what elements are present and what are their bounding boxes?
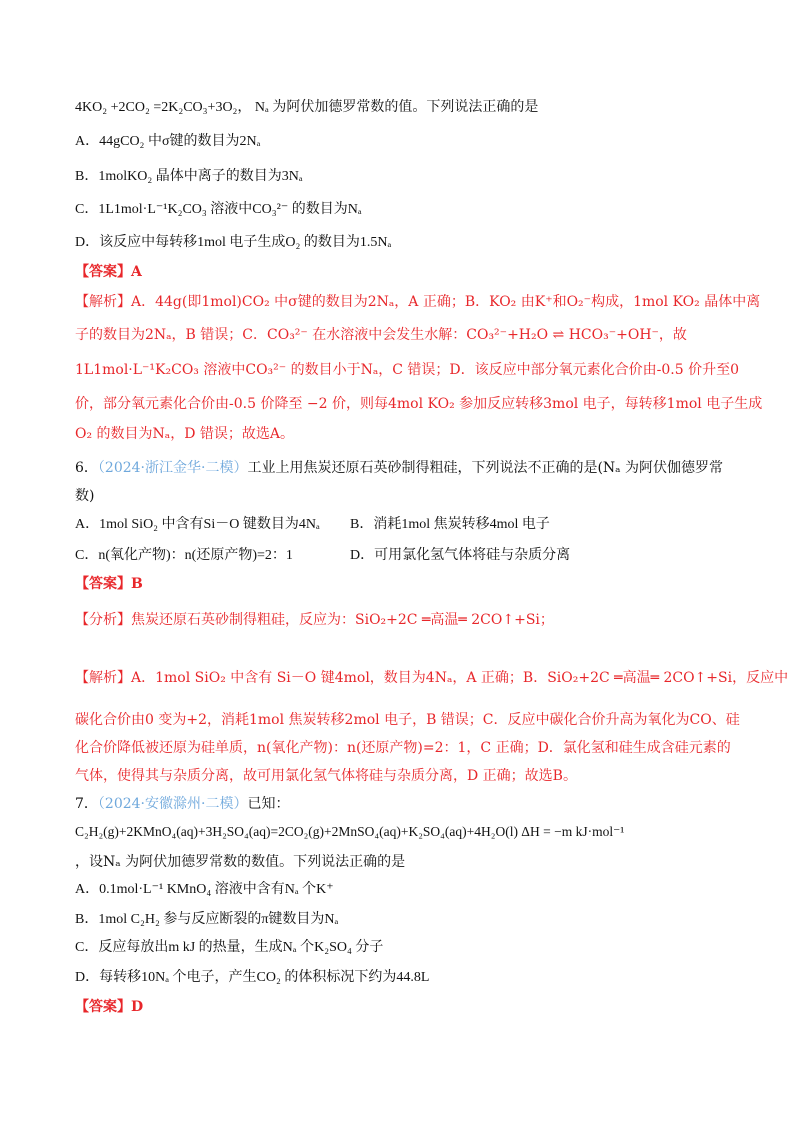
q5-analysis-line-4: 价，部分氧元素化合价由-0.5 价降至 −2 价，则每4mol KO₂ 参加反应转移3mol 电子，每转移1mol 电子生成: [75, 396, 763, 412]
q6-stem-line-1: [75, 458, 723, 478]
q7-stem-text: 已知：: [247, 796, 290, 812]
q6-options-row-1: [75, 515, 550, 535]
q7-option-c: C．反应每放出m kJ 的热量，生成Nₐ 个K₂SO₄ 分子: [75, 940, 384, 955]
q6-answer: 【答案】B: [75, 576, 143, 592]
q6-option-a: A．1mol SiO₂ 中含有Si－O 键数目为4Nₐ: [75, 517, 320, 532]
q5-option-c: C．1L1mol·L⁻¹K₂CO₃ 溶液中CO₃²⁻ 的数目为Nₐ: [75, 202, 362, 217]
q5-answer: 【答案】A: [75, 264, 142, 280]
q6-number: 6．: [75, 460, 98, 476]
q7-number: 7．: [75, 796, 98, 812]
q6-analysis-line-3: 化合价降低被还原为硅单质，n(氧化产物)：n(还原产物)=2：1，C 正确；D．氯化氢和硅生成含硅元素的: [75, 740, 731, 756]
q6-option-d: D．可用氯化氢气体将硅与杂质分离: [350, 548, 571, 563]
q7-stem-line-2: ，设Nₐ 为阿伏加德罗常数的数值。下列说法正确的是: [75, 854, 406, 870]
q5-analysis-line-5: O₂ 的数目为Nₐ，D 错误；故选A。: [75, 426, 294, 442]
q6-option-c: C．n(氧化产物)：n(还原产物)=2：1: [75, 548, 293, 563]
q6-analysis-line-1: 【解析】A．1mol SiO₂ 中含有 Si－O 键4mol，数目为4Nₐ，A 正确；B．SiO₂+2C ═高温═ 2CO↑+Si，反应中: [75, 670, 789, 686]
q7-option-a: A．0.1mol·L⁻¹ KMnO₄ 溶液中含有Nₐ 个K⁺: [75, 882, 334, 897]
q5-option-d: D．该反应中每转移1mol 电子生成O₂ 的数目为1.5Nₐ: [75, 235, 392, 250]
q5-analysis-line-1: 【解析】A．44g(即1mol)CO₂ 中σ键的数目为2Nₐ，A 正确；B．KO₂ 由K⁺和O₂⁻构成，1mol KO₂ 晶体中离: [75, 294, 761, 310]
q6-analysis-line-2: 碳化合价由0 变为+2，消耗1mol 焦炭转移2mol 电子，B 错误；C．反应中碳化合价升高为氧化为CO、硅: [75, 712, 740, 728]
q6-analysis-line-4: 气体，使得其与杂质分离，故可用氯化氢气体将硅与杂质分离，D 正确；故选B。: [75, 768, 577, 784]
q7-equation: C₂H₂(g)+2KMnO₄(aq)+3H₂SO₄(aq)=2CO₂(g)+2MnSO₄(aq)+K₂SO₄(aq)+4H₂O(l) ΔH = −m kJ·mol⁻¹: [75, 824, 625, 839]
q7-source: （2024·安徽滁州·二模）: [97, 796, 248, 812]
q7-answer: 【答案】D: [75, 999, 144, 1015]
q7-option-b: B．1mol C₂H₂ 参与反应断裂的π键数目为Nₐ: [75, 912, 339, 927]
q6-stem-line-2: 数): [75, 488, 95, 504]
q5-option-a: A．44gCO₂ 中σ键的数目为2Nₐ: [75, 134, 261, 149]
q5-analysis-line-2: 子的数目为2Nₐ，B 错误；C．CO₃²⁻ 在水溶液中会发生水解：CO₃²⁻+H₂O ⇌ HCO₃⁻+OH⁻，故: [75, 327, 687, 343]
q6-analysis-intro: 【分析】焦炭还原石英砂制得粗硅，反应为：SiO₂+2C ═高温═ 2CO↑+Si；: [75, 612, 554, 628]
q7-stem-line-1: [75, 794, 289, 814]
q5-stem: 4KO₂ +2CO₂ =2K₂CO₃+3O₂， Nₐ 为阿伏加德罗常数的值。下列说法正确的是: [75, 100, 539, 115]
q6-option-b: B．消耗1mol 焦炭转移4mol 电子: [350, 517, 550, 532]
q7-option-d: D．每转移10Nₐ 个电子，产生CO₂ 的体积标况下约为44.8L: [75, 970, 430, 985]
q5-option-b: B．1molKO₂ 晶体中离子的数目为3Nₐ: [75, 169, 303, 184]
q6-stem-text: 工业上用焦炭还原石英砂制得粗硅，下列说法不正确的是(Nₐ 为阿伏伽德罗常: [247, 460, 724, 476]
q5-analysis-line-3: 1L1mol·L⁻¹K₂CO₃ 溶液中CO₃²⁻ 的数目小于Nₐ，C 错误；D．该反应中部分氧元素化合价由-0.5 价升至0: [75, 362, 740, 378]
q6-source: （2024·浙江金华·二模）: [97, 460, 248, 476]
q6-options-row-2: [75, 546, 571, 566]
